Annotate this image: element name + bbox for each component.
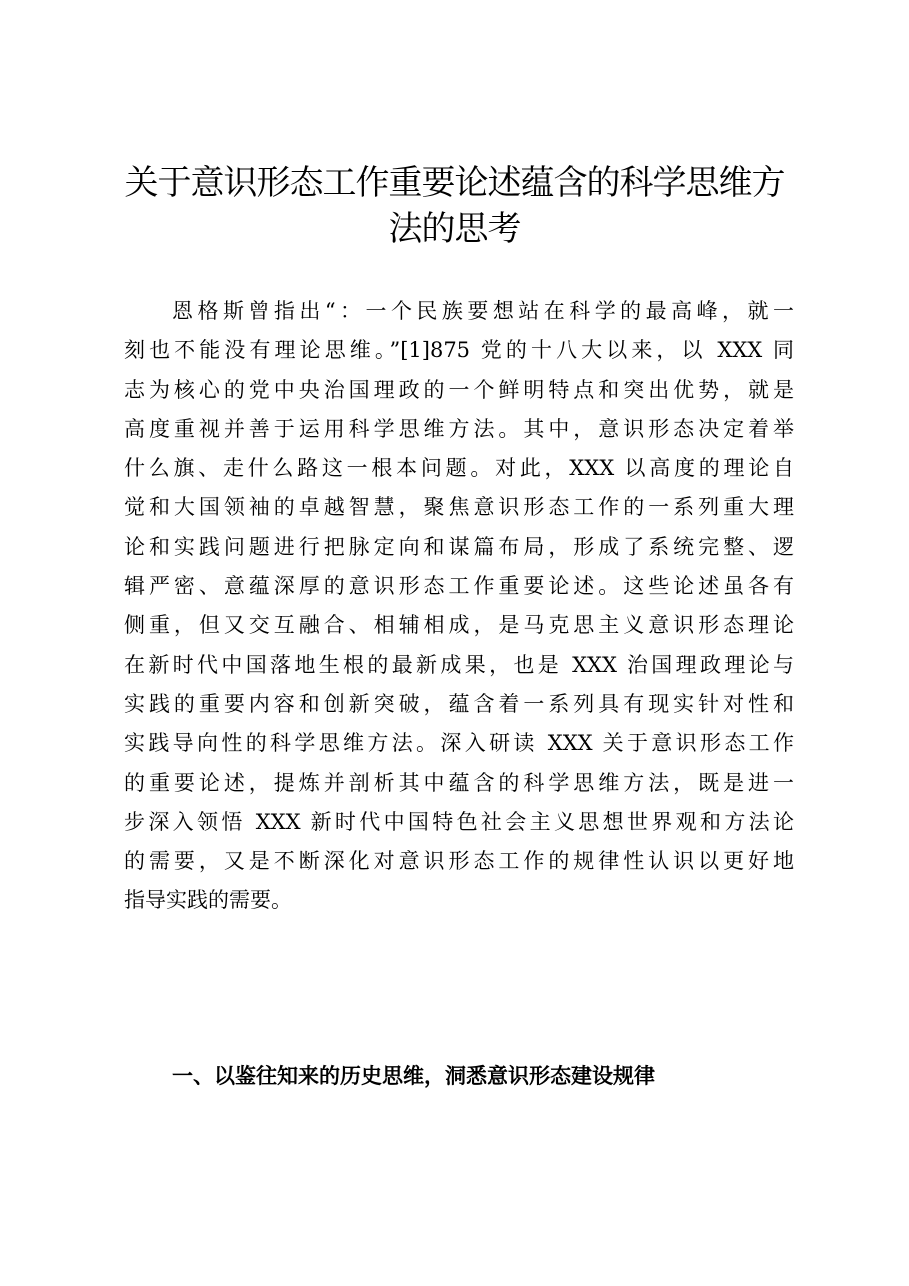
paragraph-line: 实践的重要内容和创新突破，蕴含着一系列具有现实针对性和	[124, 691, 794, 716]
paragraph-line: 什么旗、走什么路这一根本问题。对此，XXX 以高度的理论自	[124, 456, 794, 481]
paragraph-line: 侧重，但又交互融合、相辅相成，是马克思主义意识形态理论	[124, 613, 794, 638]
title-line: 关于意识形态工作重要论述蕴含的科学思维方	[124, 163, 785, 203]
paragraph-line: 恩格斯曾指出“：一个民族要想站在科学的最高峰，就一	[172, 299, 794, 323]
title-line: 法的思考	[388, 209, 521, 249]
paragraph-line: 志为核心的党中央治国理政的一个鲜明特点和突出优势，就是	[124, 377, 794, 402]
intro-paragraph	[124, 292, 794, 921]
paragraph-line: 指导实践的需要。	[124, 888, 292, 913]
paragraph-line: 论和实践问题进行把脉定向和谋篇布局，形成了系统完整、逻	[124, 534, 794, 559]
section-heading: 一、以鉴往知来的历史思维，洞悉意识形态建设规律	[172, 1064, 655, 1088]
paragraph-line: 的需要，又是不断深化对意识形态工作的规律性认识以更好地	[124, 849, 794, 874]
paragraph-line: 觉和大国领袖的卓越智慧，聚焦意识形态工作的一系列重大理	[124, 495, 794, 520]
paragraph-line: 步深入领悟 XXX 新时代中国特色社会主义思想世界观和方法论	[124, 809, 794, 834]
paragraph-line: 的重要论述，提炼并剖析其中蕴含的科学思维方法，既是进一	[124, 770, 794, 795]
paragraph-line: 刻也不能没有理论思维。”[1]875 党的十八大以来，以 XXX 同	[124, 338, 794, 363]
paragraph-line: 辑严密、意蕴深厚的意识形态工作重要论述。这些论述虽各有	[124, 574, 794, 599]
paragraph-line: 实践导向性的科学思维方法。深入研读 XXX 关于意识形态工作	[124, 731, 794, 756]
paragraph-line: 在新时代中国落地生根的最新成果，也是 XXX 治国理政理论与	[124, 652, 794, 677]
paragraph-line: 高度重视并善于运用科学思维方法。其中，意识形态决定着举	[124, 416, 794, 441]
document-title	[100, 160, 809, 252]
